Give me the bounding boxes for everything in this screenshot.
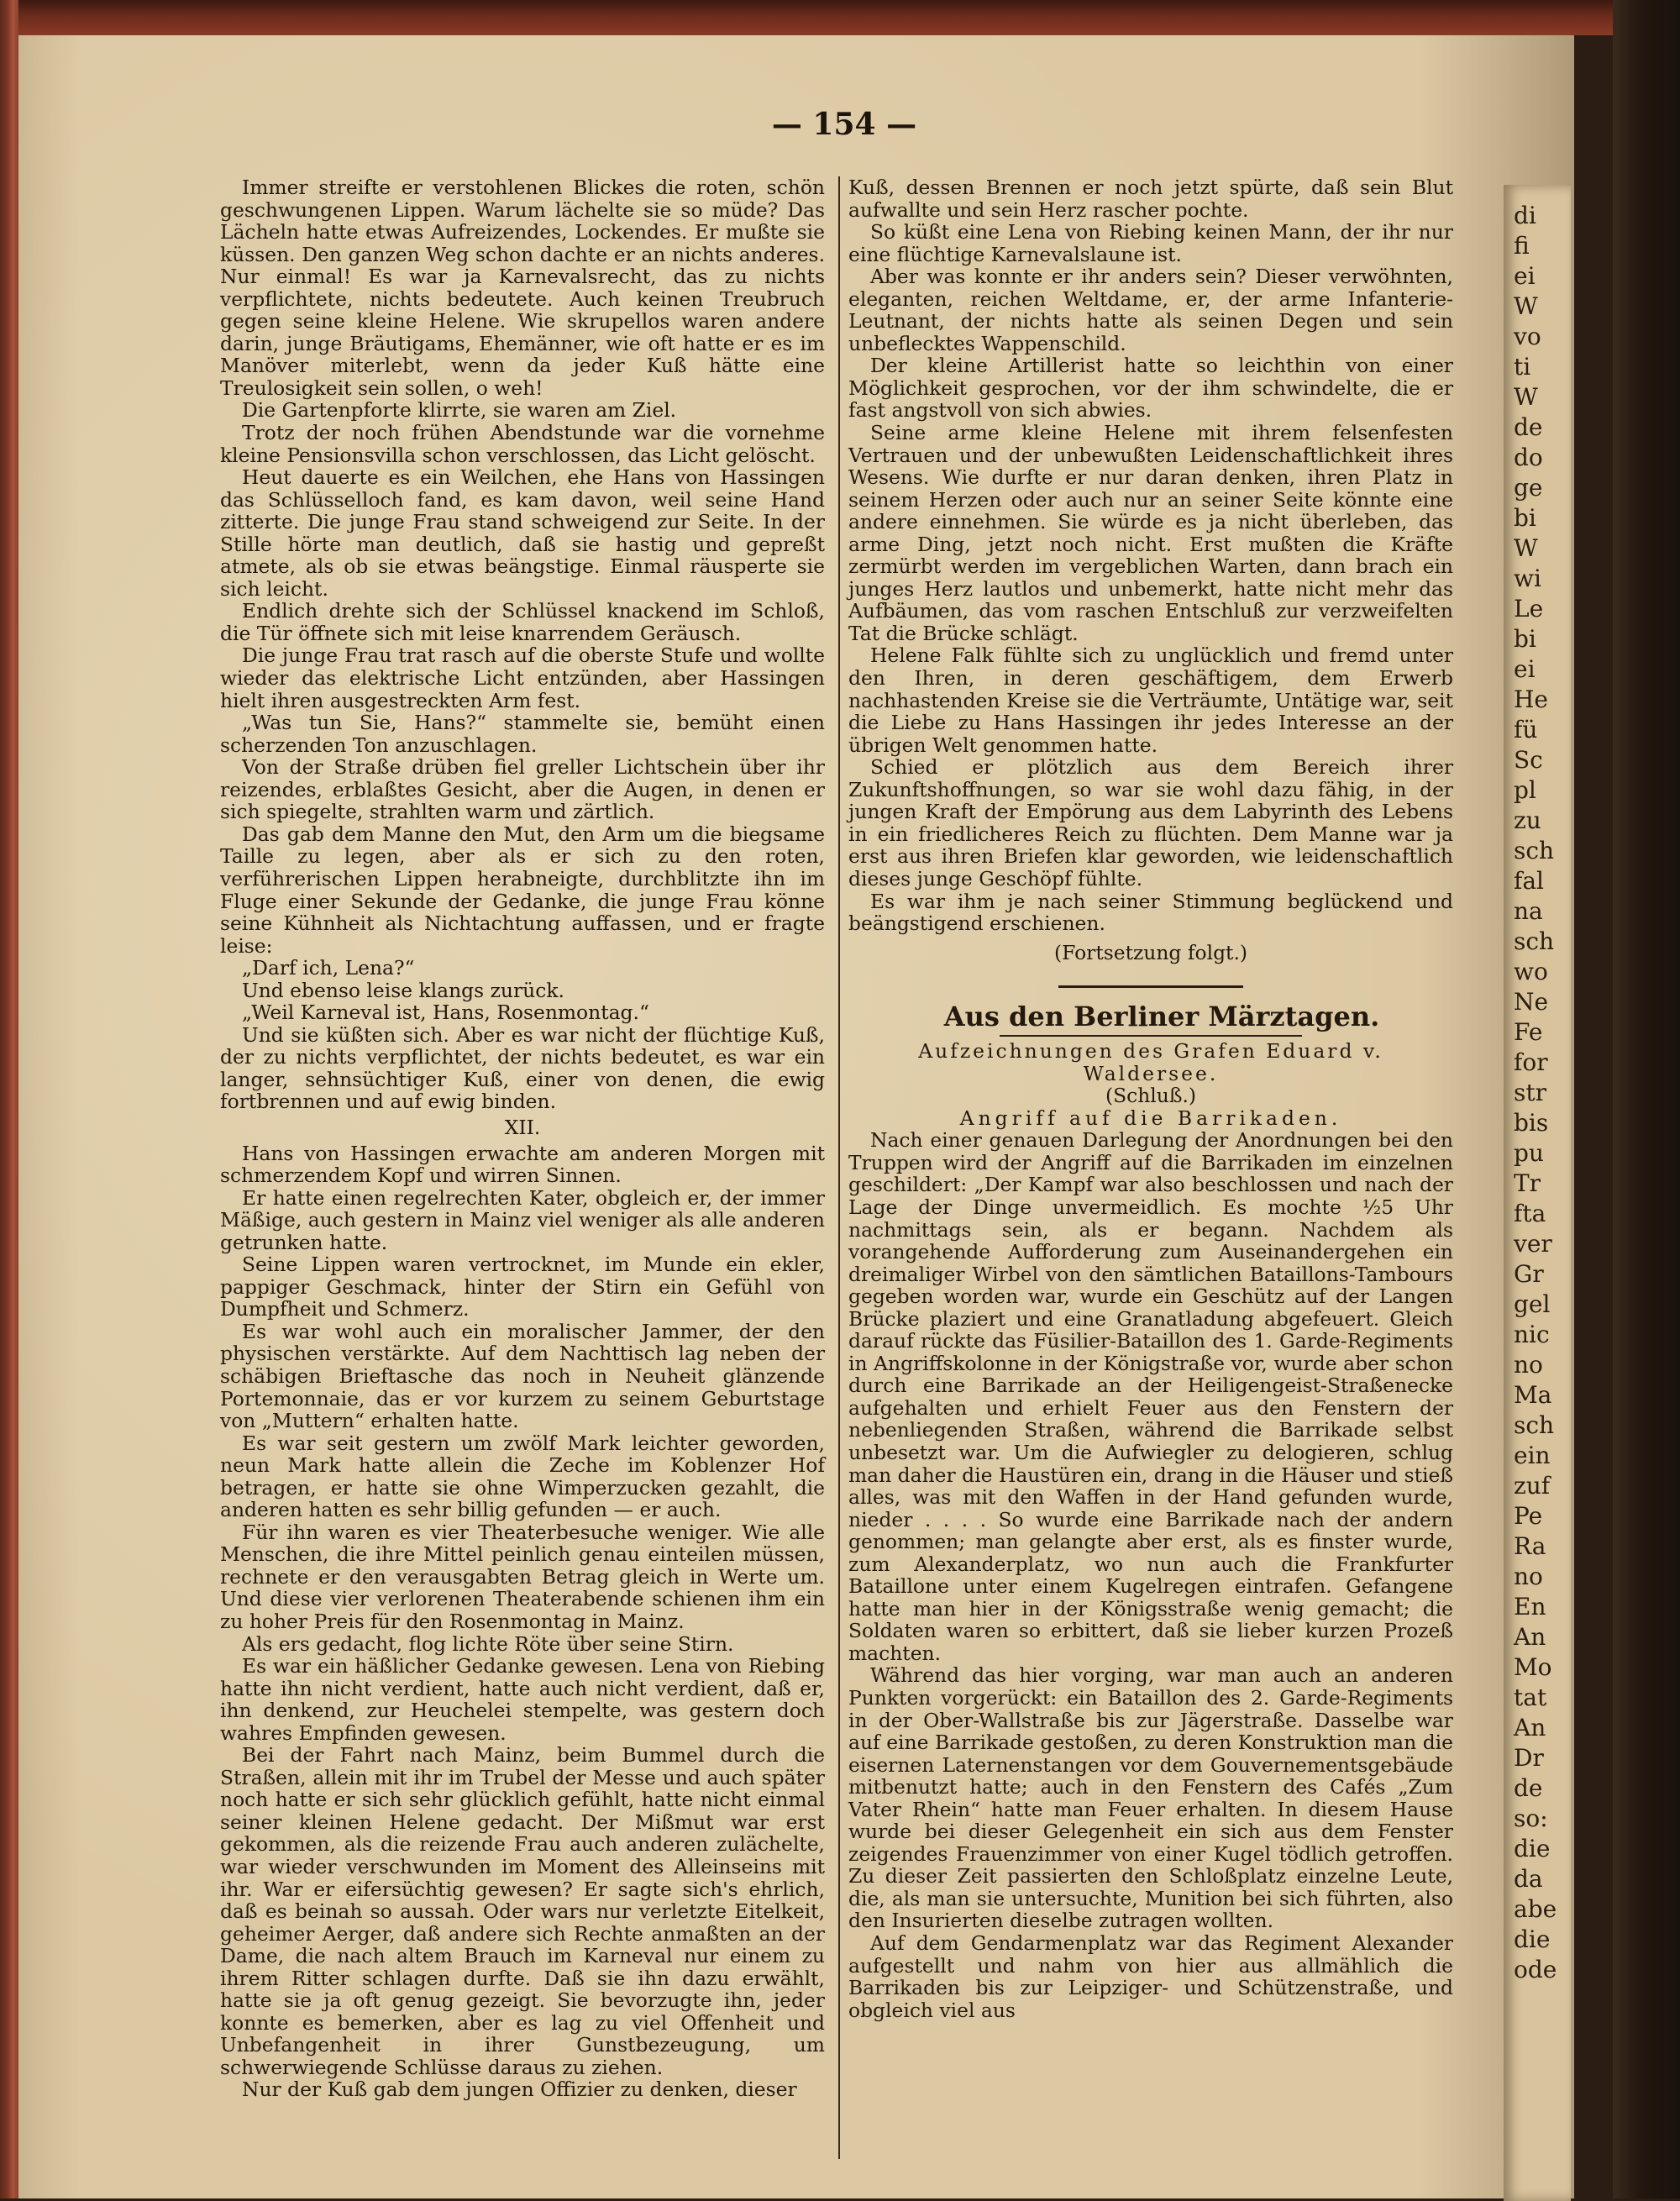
next-page-fragment: He bbox=[1514, 686, 1548, 713]
next-page-fragment: Fe bbox=[1514, 1018, 1543, 1046]
next-page-fragment: gel bbox=[1514, 1290, 1551, 1318]
next-page-fragment: Tr bbox=[1514, 1169, 1541, 1197]
next-page-fragment: wi bbox=[1514, 565, 1541, 592]
paragraph: Und ebenso leise klangs zurück. bbox=[242, 978, 564, 1002]
next-page-fragment: Le bbox=[1514, 595, 1544, 622]
next-page-fragment: do bbox=[1514, 444, 1543, 471]
next-page-fragment: so: bbox=[1514, 1804, 1548, 1832]
paragraph: Seine arme kleine Helene mit ihrem felsenfesten Vertrauen und der unbewußten Leidenschaftlichkeit ihres Wesens. Wie durfte er nur daran denken, ihren Platz in seinem Herzen oder auch nur an seiner Seite könnte eine andere einnehmen. Sie würde es ja nicht überleben, das arme Ding, jetzt noch nicht. Erst mußten die Kräfte zermürbt werden im vergeblichen Warten, dann brach ein junges Herz lautlos und unbemerkt, hatte nicht mehr das Aufbäumen, das vom raschen Entschluß zur verzweifelten Tat die Brücke schlägt. bbox=[848, 421, 1453, 645]
next-page-fragment: str bbox=[1514, 1079, 1547, 1106]
next-page-fragment: nic bbox=[1514, 1321, 1550, 1348]
next-page-fragment: W bbox=[1514, 383, 1538, 411]
next-page-fragment: Ma bbox=[1514, 1381, 1552, 1409]
next-page-fragment: abe bbox=[1514, 1895, 1557, 1923]
left-column bbox=[220, 176, 825, 2101]
chapter-heading: XII. bbox=[504, 1115, 541, 1139]
next-page-fragment: no bbox=[1514, 1351, 1543, 1379]
paragraph: Es war ein häßlicher Gedanke gewesen. Lena von Riebing hatte ihn nicht verdient, hatte auch nicht verdient, daß er, ihn denkend, zur Heuchelei stempelte, was gestern doch wahres Empfinden gewesen. bbox=[220, 1654, 825, 1745]
paragraph: Und sie küßten sich. Aber es war nicht der flüchtige Kuß, der zu nichts verpflichtet, der nichts bedeutet, es war ein langer, sehnsüchtiger Kuß, einer von denen, die ewig fortbrennen und auf ewig binden. bbox=[220, 1022, 825, 1114]
paragraph: Immer streifte er verstohlenen Blickes die roten, schön geschwungenen Lippen. Warum lächelte sie so müde? Das Lächeln hatte etwas Aufreizendes, Lockendes. Er mußte sie küssen. Den ganzen Weg schon dachte er an nichts anderes. Nur einmal! Es war ja Karnevalsrecht, das zu nichts verpflichtete, nichts bedeutete. Auch keinen Treubruch gegen seine kleine Helene. Wie skrupellos waren andere darin, junge Bräutigams, Ehemänner, wie oft hatte er es im Manöver miterlebt, wenn da jeder Kuß hätte eine Treulosigkeit sein sollen, o weh! bbox=[220, 176, 825, 400]
next-page-edge bbox=[1504, 185, 1571, 2201]
next-page-fragment: An bbox=[1514, 1623, 1546, 1651]
section-title: Angriff auf die Barrikaden. bbox=[959, 1106, 1342, 1130]
next-page-fragment: na bbox=[1514, 897, 1543, 925]
next-page-fragment: de bbox=[1514, 1774, 1543, 1802]
newspaper-page bbox=[18, 35, 1574, 2198]
paragraph: Nur der Kuß gab dem jungen Offizier zu denken, dieser bbox=[242, 2078, 797, 2102]
next-page-fragment: bi bbox=[1514, 625, 1536, 653]
next-page-fragment: Pe bbox=[1514, 1502, 1543, 1530]
paragraph: Hans von Hassingen erwachte am anderen Morgen mit schmerzendem Kopf und wirren Sinnen. bbox=[220, 1141, 825, 1188]
next-page-fragment: fal bbox=[1514, 867, 1545, 895]
paragraph: Es war wohl auch ein moralischer Jammer, der den physischen verstärkte. Auf dem Nachttisch lag neben der schäbigen Brieftasche das noch in Neuheit glänzende Portemonnaie, das er vor kurzem zu seinem Geburtstage von „Muttern“ erhalten hatte. bbox=[220, 1319, 825, 1433]
next-page-fragment: for bbox=[1514, 1048, 1548, 1076]
next-page-fragment: Ra bbox=[1514, 1532, 1546, 1560]
paragraph: Helene Falk fühlte sich zu unglücklich und fremd unter den Ihren, in deren geschäftigem, dem Erwerb nachhastenden Kreise sie die Verträumte, Untätige war, seit die Liebe zu Hans Hassingen ihr jedes Interesse an der übrigen Welt genommen hatte. bbox=[848, 643, 1453, 757]
next-page-fragment: zuf bbox=[1514, 1472, 1551, 1500]
paragraph: Für ihn waren es vier Theaterbesuche weniger. Wie alle Menschen, die ihre Mittel peinlich genau einteilen müssen, rechnete er den verausgabten Betrag gleich in Werte um. Und diese vier verlorenen Theaterabende schienen ihm ein zu hoher Preis für den Rosenmontag in Mainz. bbox=[220, 1520, 825, 1633]
paragraph: „Darf ich, Lena?“ bbox=[242, 956, 415, 980]
paragraph: Es war ihm je nach seiner Stimmung beglückend und beängstigend erschienen. bbox=[848, 889, 1453, 936]
paragraph: Das gab dem Manne den Mut, den Arm um die biegsame Taille zu legen, aber als er sich zu den roten, verführerischen Lippen herabneigte, durchblitzte ihn im Fluge einer Sekunde der Gedanke, die junge Frau könne seine Kühnheit als Nichtachtung auffassen, und er fragte leise: bbox=[220, 822, 825, 958]
next-page-fragment: bi bbox=[1514, 504, 1536, 532]
paragraph: Aber was konnte er ihr anders sein? Dieser verwöhnten, eleganten, reichen Weltdame, er, der arme Infanterie-Leutnant, der nichts hatte als seinen Degen und sein unbeflecktes Wappenschild. bbox=[848, 265, 1453, 355]
next-page-fragment: sch bbox=[1514, 1411, 1555, 1439]
next-page-fragment: die bbox=[1514, 1835, 1551, 1862]
next-page-fragment: ei bbox=[1514, 655, 1536, 683]
next-page-fragment: ei bbox=[1514, 262, 1536, 290]
article-title: Aus den Berliner Märztagen. bbox=[943, 1001, 1380, 1033]
paragraph: Endlich drehte sich der Schlüssel knackend im Schloß, die Tür öffnete sich mit leise knarrendem Geräusch. bbox=[220, 599, 825, 645]
book-edge-right bbox=[1613, 0, 1680, 2198]
next-page-fragment: Mo bbox=[1514, 1653, 1552, 1681]
paragraph: „Was tun Sie, Hans?“ stammelte sie, bemüht einen scherzenden Ton anzuschlagen. bbox=[220, 711, 825, 757]
paragraph: Heut dauerte es ein Weilchen, ehe Hans von Hassingen das Schlüsselloch fand, es kam davon, weil seine Hand zitterte. Die junge Frau stand schweigend zur Seite. In der Stille hörte man deutlich, daß sie hastig und gepreßt atmete, als ob sie etwas beängstige. Einmal räusperte sie sich leicht. bbox=[220, 465, 825, 601]
next-page-fragment: zu bbox=[1514, 806, 1541, 834]
paragraph: Trotz der noch frühen Abendstunde war die vornehme kleine Pensionsvilla schon verschlossen, das Licht gelöscht. bbox=[220, 421, 825, 467]
paragraph: Die Gartenpforte klirrte, sie waren am Ziel. bbox=[242, 398, 677, 423]
next-page-fragment: pu bbox=[1514, 1139, 1544, 1167]
paragraph: Bei der Fahrt nach Mainz, beim Bummel durch die Straßen, allein mit ihr im Trubel der Messe und auch später noch hatte er sich sehr glücklich gefühlt, hatte nicht einmal seiner kleinen Helene gedacht. Der Mißmut war erst gekommen, als die reizende Frau auch anderen zulächelte, war wieder verschwunden im Moment des Alleinseins mit ihr. War er eifersüchtig gewesen? Er sagte sich's ehrlich, daß es beinah so aussah. Oder wars nur verletzte Eitelkeit, geheimer Aerger, daß andere sich Rechte anmaßten an der Dame, die nach altem Brauch im Karneval nur einem zu ihrem Ritter schlagen durfte. Daß sie ihn dazu erwählt, hatte sie ja oft genug gezeigt. Sie bevorzugte ihn, jeder konnte es bemerken, aber es lag zu viel Offenheit und Unbefangenheit in ihrer Gunstbezeugung, um schwerwiegende Schlüsse daraus zu ziehen. bbox=[220, 1743, 825, 2079]
page-number: — 154 — bbox=[771, 107, 917, 142]
paragraph: Nach einer genauen Darlegung der Anordnungen bei den Truppen wird der Angriff auf die Barrikaden im einzelnen geschildert: „Der Kampf war also beschlossen und nach der Lage der Dinge unvermeidlich. Es mochte ½5 Uhr nachmittags sein, als er begann. Nachdem als vorangehende Aufforderung zum Auseinandergehen ein dreimaliger Wirbel von den sämtlichen Bataillons-Tambours gegeben worden war, wurde ein Geschütz auf der Langen Brücke plaziert und eine Granatladung abgefeuert. Gleich darauf rückte das Füsilier-Bataillon des 1. Garde-Regiments in Angriffskolonne in der Königstraße vor, wurde aber schon durch eine Barrikade an der Heiligengeist-Straßenecke aufgehalten und erhielt Feuer aus den Fenstern der nebenliegenden Straßen, während die Barrikade selbst unbesetzt war. Um die Aufwiegler zu delogieren, schlug man daher die Haustüren ein, drang in die Häuser und stieß alles, was mit den Waffen in der Hand gefunden wurde, nieder . . . . So wurde eine Barrikade nach der andern genommen; man gelangte aber erst, als es finster wurde, zum Alexanderplatz, wo nun auch die Frankfurter Bataillone unter einem Kugelregen eintrafen. Gefangene hatte man hier in der Königsstraße wenig gemacht; die Soldaten waren so erbittert, daß sie lieber kurzen Prozeß machten. bbox=[848, 1128, 1453, 1665]
next-page-fragment: fta bbox=[1514, 1200, 1546, 1227]
article-note: (Schluß.) bbox=[1105, 1084, 1197, 1108]
paragraph: Kuß, dessen Brennen er noch jetzt spürte, daß sein Blut aufwallte und sein Herz rascher pochte. bbox=[848, 176, 1453, 222]
paragraph: Es war seit gestern um zwölf Mark leichter geworden, neun Mark hatte allein die Zeche im Koblenzer Hof betragen, er hatte sie ohne Wimperzucken gezahlt, die anderen hatten es sehr billig gefunden — er auch. bbox=[220, 1431, 825, 1522]
next-page-fragment: Ne bbox=[1514, 988, 1549, 1016]
continued-note: (Fortsetzung folgt.) bbox=[1054, 940, 1247, 964]
column-divider bbox=[838, 176, 840, 2159]
next-page-fragment: Gr bbox=[1514, 1260, 1544, 1288]
next-page-fragment: An bbox=[1514, 1714, 1546, 1741]
book-edge-top bbox=[0, 0, 1680, 35]
paragraph: „Weil Karneval ist, Hans, Rosenmontag.“ bbox=[242, 1001, 649, 1025]
next-page-fragment: die bbox=[1514, 1925, 1551, 1953]
book-edge-left bbox=[0, 0, 18, 2198]
next-page-fragment: fü bbox=[1514, 716, 1538, 743]
paragraph: Auf dem Gendarmenplatz war das Regiment Alexander aufgestellt und nahm von hier aus allmählich die Barrikaden bis zur Leipziger- und Schützenstraße, und obgleich viel aus bbox=[848, 1931, 1453, 2022]
next-page-fragment: ein bbox=[1514, 1442, 1551, 1469]
next-page-fragment: ver bbox=[1514, 1230, 1552, 1258]
next-page-fragment: sch bbox=[1514, 927, 1555, 955]
article-subtitle: Aufzeichnungen des Grafen Eduard v. Waldersee. bbox=[918, 1039, 1383, 1085]
paragraph: Während das hier vorging, war man auch an anderen Punkten vorgerückt: ein Bataillon des 2. Garde-Regiments in der Ober-Wallstraße bis zur Jägerstraße. Dasselbe war auf eine Barrikade gestoßen, zu deren Konstruktion man die eisernen Laternenstangen vor dem Gouvernementsgebäude mitbenutzt hatte; auch in den Fenstern des Cafés „Zum Vater Rhein“ hatte man Feuer erhalten. In diesem Hause wurde bei dieser Gelegenheit ein sich aus dem Fenster zeigendes Frauenzimmer von einer Kugel tödlich getroffen. Zu dieser Zeit passierten den Schloßplatz einzelne Leute, die, als man sie untersuchte, Munition bei sich führten, also den Insurierten dieselbe zutragen wollten. bbox=[848, 1663, 1453, 1933]
next-page-fragment: de bbox=[1514, 413, 1543, 441]
next-page-fragment: sch bbox=[1514, 837, 1555, 864]
next-page-fragment: tat bbox=[1514, 1684, 1547, 1711]
section-divider bbox=[1058, 985, 1243, 988]
paragraph: Die junge Frau trat rasch auf die oberste Stufe und wollte wieder das elektrische Licht entzünden, aber Hassingen hielt ihren ausgestreckten Arm fest. bbox=[220, 643, 825, 712]
next-page-fragment: wo bbox=[1514, 958, 1548, 985]
next-page-fragment: ti bbox=[1514, 353, 1531, 381]
next-page-fragment: W bbox=[1514, 534, 1538, 562]
paragraph: Von der Straße drüben fiel greller Lichtschein über ihr reizendes, erblaßtes Gesicht, aber die Augen, in denen er sich spiegelte, strahlten warm und zärtlich. bbox=[220, 755, 825, 824]
next-page-fragment: W bbox=[1514, 292, 1538, 320]
next-page-fragment: fi bbox=[1514, 232, 1530, 260]
next-page-fragment: pl bbox=[1514, 776, 1536, 804]
next-page-fragment: En bbox=[1514, 1593, 1546, 1621]
next-page-fragment: Dr bbox=[1514, 1744, 1544, 1772]
next-page-fragment: vo bbox=[1514, 323, 1541, 350]
paragraph: Der kleine Artillerist hatte so leichthin von einer Möglichkeit gesprochen, vor der ihm schwindelte, die er fast angstvoll von sich abwies. bbox=[848, 354, 1453, 423]
next-page-fragment: di bbox=[1514, 202, 1536, 229]
next-page-fragment: Sc bbox=[1514, 746, 1543, 774]
right-column bbox=[848, 176, 1453, 2021]
next-page-fragment: ge bbox=[1514, 474, 1543, 502]
paragraph: Schied er plötzlich aus dem Bereich ihrer Zukunftshoffnungen, so war sie wohl dazu fähig, in der jungen Kraft der Empörung aus dem Labyrinth des Lebens in ein friedlicheres Reich zu flüchten. Dem Manne war ja erst aus ihren Briefen klar geworden, wie leidenschaftlich dieses junge Geschöpf fühlte. bbox=[848, 755, 1453, 890]
next-page-fragment: bis bbox=[1514, 1109, 1549, 1137]
paragraph: Als ers gedacht, flog lichte Röte über seine Stirn. bbox=[242, 1631, 734, 1656]
next-page-fragment: da bbox=[1514, 1865, 1543, 1893]
title-underline bbox=[1000, 1035, 1302, 1037]
next-page-fragment: no bbox=[1514, 1563, 1543, 1590]
paragraph: Seine Lippen waren vertrocknet, im Munde ein ekler, pappiger Geschmack, hinter der Stirn ein Gefühl von Dumpfheit und Schmerz. bbox=[220, 1253, 825, 1321]
next-page-fragment: ode bbox=[1514, 1956, 1557, 1983]
paragraph: Er hatte einen regelrechten Kater, obgleich er, der immer Mäßige, auch gestern in Mainz viel weniger als alle anderen getrunken hatte. bbox=[220, 1185, 825, 1254]
paragraph: So küßt eine Lena von Riebing keinen Mann, der ihr nur eine flüchtige Karnevalslaune ist. bbox=[848, 220, 1453, 266]
